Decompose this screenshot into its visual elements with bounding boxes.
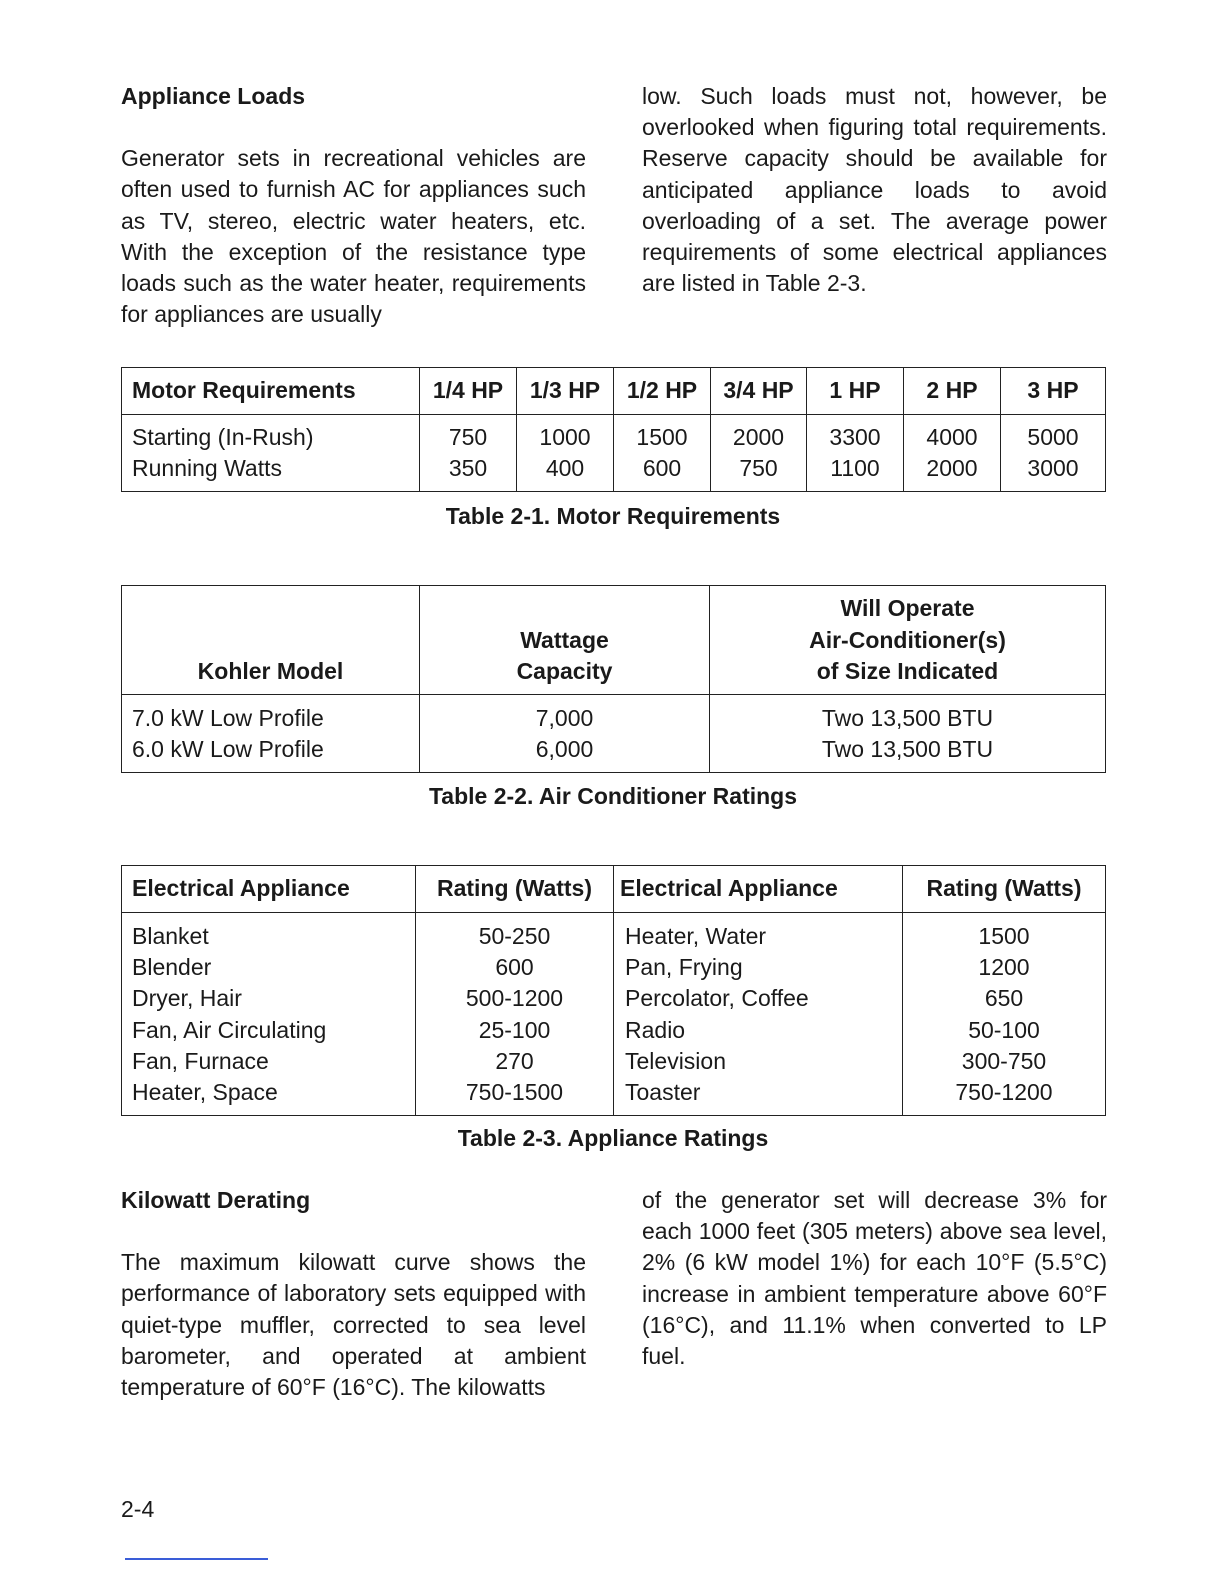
table-header-cell: Electrical Appliance <box>122 866 416 913</box>
table-header-cell: 3 HP <box>1001 368 1106 415</box>
table-cell: 6,000 <box>420 734 710 773</box>
table-cell: 1000 <box>517 415 614 454</box>
table-cell: Percolator, Coffee <box>614 983 903 1014</box>
table-cell: Two 13,500 BTU <box>710 695 1106 735</box>
header-line: Wattage <box>520 626 609 653</box>
table-caption: Table 2-3. Appliance Ratings <box>457 1125 769 1151</box>
table-cell: 2000 <box>711 415 807 454</box>
table-cell: 750 <box>711 453 807 492</box>
table-cell: 500-1200 <box>416 983 614 1014</box>
table-cell: Running Watts <box>122 453 420 492</box>
table-cell: Blender <box>122 952 416 983</box>
table-cell: 1200 <box>903 952 1106 983</box>
table-header-cell <box>420 586 710 695</box>
table-cell: Fan, Air Circulating <box>122 1015 416 1046</box>
table-row <box>122 695 1106 735</box>
table-cell: 3300 <box>807 415 904 454</box>
table-cell: 1500 <box>614 415 711 454</box>
table-cell: 600 <box>614 453 711 492</box>
table-cell: 6.0 kW Low Profile <box>122 734 420 773</box>
table-cell: Heater, Water <box>614 913 903 953</box>
table-row <box>122 1077 1106 1116</box>
kilowatt-derating-left-paragraph: The maximum kilowatt curve shows the performance of laboratory sets equipped with quiet-type muffler, corrected to sea level barometer, and operated at ambient temperature of 60°F (16°C). The kilowatts <box>121 1249 586 1401</box>
appliance-loads-heading: Appliance Loads <box>121 83 306 109</box>
table-cell: 50-250 <box>416 913 614 953</box>
header-line: Capacity <box>516 657 613 684</box>
table-caption: Table 2-1. Motor Requirements <box>445 503 781 529</box>
table-row <box>122 983 1106 1014</box>
table-header-cell: Rating (Watts) <box>416 866 614 913</box>
table-cell: 25-100 <box>416 1015 614 1046</box>
table-header-row <box>122 866 1106 913</box>
table-header-row <box>122 368 1106 415</box>
appliance-loads-right-column <box>642 81 1107 299</box>
table-header-cell <box>710 586 1106 695</box>
table-cell: Fan, Furnace <box>122 1046 416 1077</box>
table-cell: Toaster <box>614 1077 903 1116</box>
table-cell: 7.0 kW Low Profile <box>122 695 420 735</box>
table-cell: 1500 <box>903 913 1106 953</box>
table-header-cell: Electrical Appliance <box>614 866 903 913</box>
table-row <box>122 415 1106 454</box>
kilowatt-derating-right-paragraph: of the generator set will decrease 3% for each 1000 feet (305 meters) above sea level, 2% (6 kW model 1%) for each 10°F (5.5°C) increase in ambient temperature above 60°F (16°C), and 11.1% when converted to LP fuel. <box>642 1187 1107 1370</box>
table-row <box>122 734 1106 773</box>
table-cell: 750 <box>420 415 517 454</box>
table-header-cell: Rating (Watts) <box>903 866 1106 913</box>
table-cell: 750-1500 <box>416 1077 614 1116</box>
table-header-cell: 1/3 HP <box>517 368 614 415</box>
table-row <box>122 952 1106 983</box>
table-cell: 270 <box>416 1046 614 1077</box>
table-cell: 750-1200 <box>903 1077 1106 1116</box>
table-cell: Television <box>614 1046 903 1077</box>
table-cell: Dryer, Hair <box>122 983 416 1014</box>
table-cell: 2000 <box>904 453 1001 492</box>
kilowatt-derating-right-column <box>642 1185 1107 1372</box>
table-cell: Heater, Space <box>122 1077 416 1116</box>
table-row <box>122 1046 1106 1077</box>
table-row <box>122 1015 1106 1046</box>
motor-requirements-table <box>121 367 1106 492</box>
table-header-cell: 1/2 HP <box>614 368 711 415</box>
table-cell: Pan, Frying <box>614 952 903 983</box>
table-cell: 3000 <box>1001 453 1106 492</box>
table-cell: 350 <box>420 453 517 492</box>
appliance-ratings-table <box>121 865 1106 1116</box>
table-cell: 1100 <box>807 453 904 492</box>
table-cell: 400 <box>517 453 614 492</box>
appliance-loads-left-column <box>121 81 586 330</box>
table-header-cell: 1/4 HP <box>420 368 517 415</box>
table-header-cell: 3/4 HP <box>711 368 807 415</box>
header-line: of Size Indicated <box>816 657 999 684</box>
table-header-cell: Motor Requirements <box>122 368 420 415</box>
air-conditioner-ratings-table <box>121 585 1106 773</box>
appliance-loads-right-paragraph: low. Such loads must not, however, be overlooked when figuring total requirements. Reserve capacity should be available for anticipated appliance loads to avoid overloading of a set. The average power requirements of some electrical appliances are listed in Table 2-3. <box>642 83 1107 297</box>
table-cell: 600 <box>416 952 614 983</box>
table-cell: 7,000 <box>420 695 710 735</box>
page-number: 2-4 <box>121 1496 155 1522</box>
table-row <box>122 913 1106 953</box>
table-caption: Table 2-2. Air Conditioner Ratings <box>428 783 798 809</box>
header-line: Will Operate <box>840 595 975 622</box>
kilowatt-derating-heading: Kilowatt Derating <box>121 1187 311 1213</box>
header-line: Air-Conditioner(s) <box>809 626 1006 653</box>
table-cell: Blanket <box>122 913 416 953</box>
table-cell: Radio <box>614 1015 903 1046</box>
table-cell: Two 13,500 BTU <box>710 734 1106 773</box>
table-header-cell: 2 HP <box>904 368 1001 415</box>
table-header-cell: Kohler Model <box>122 586 420 695</box>
kilowatt-derating-left-column <box>121 1185 586 1403</box>
table-cell: 650 <box>903 983 1106 1014</box>
table-cell: 5000 <box>1001 415 1106 454</box>
table-cell: 50-100 <box>903 1015 1106 1046</box>
table-header-row <box>122 586 1106 695</box>
table-cell: 4000 <box>904 415 1001 454</box>
appliance-loads-left-paragraph: Generator sets in recreational vehicles are often used to furnish AC for appliances such as TV, stereo, electric water heaters, etc. With the exception of the resistance type loads such as the water heater, requirements for appliances are usually <box>121 145 586 328</box>
footer-rule <box>125 1558 268 1560</box>
table-cell: Starting (In-Rush) <box>122 415 420 454</box>
table-row <box>122 453 1106 492</box>
table-cell: 300-750 <box>903 1046 1106 1077</box>
table-header-cell: 1 HP <box>807 368 904 415</box>
